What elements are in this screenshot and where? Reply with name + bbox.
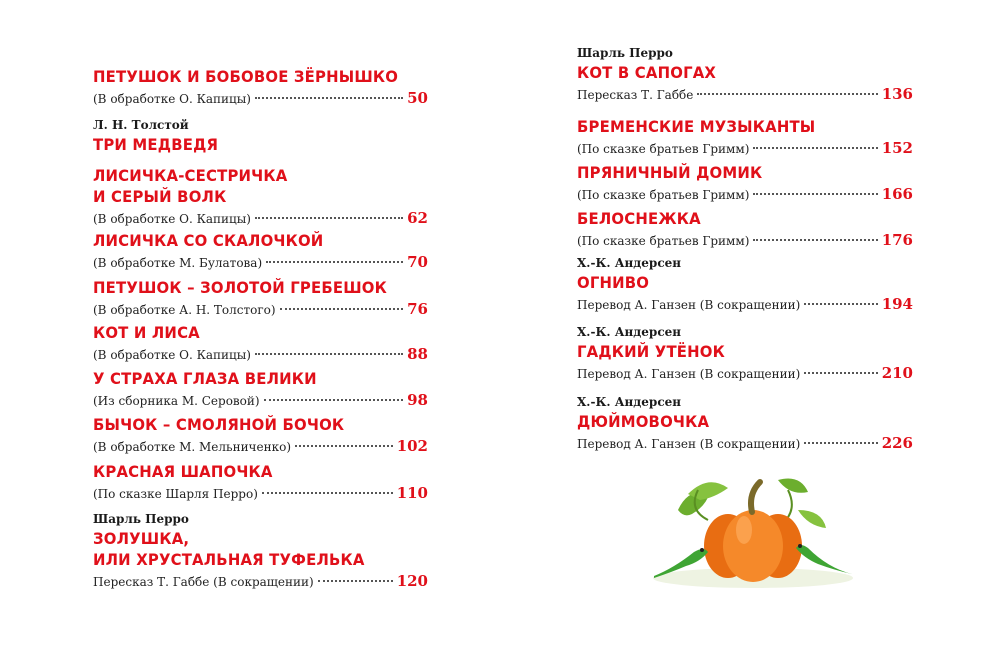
entry-author: Х.-К. Андерсен [577, 256, 682, 270]
entry-title: ПЕТУШОК – ЗОЛОТОЙ ГРЕБЕШОК [93, 278, 387, 297]
entry-source: (В обработке М. Булатова) [93, 256, 263, 270]
entry-source: (Из сборника М. Серовой) [93, 394, 260, 408]
entry-source: Перевод А. Ганзен (В сокращении) [577, 367, 801, 381]
page-number: 102 [396, 437, 428, 455]
page-number: 98 [407, 391, 428, 409]
entry-title: У СТРАХА ГЛАЗА ВЕЛИКИ [93, 369, 317, 388]
toc-entry[interactable] [93, 66, 428, 109]
entry-title: ЗОЛУШКА, [93, 529, 190, 548]
page-number: 120 [396, 572, 428, 590]
toc-entry[interactable] [577, 44, 913, 105]
entry-title: КОТ И ЛИСА [93, 323, 200, 342]
dot-leader [697, 93, 877, 95]
entry-author: Х.-К. Андерсен [577, 395, 682, 409]
pumpkin-with-lizards-icon [648, 470, 858, 590]
entry-source: (По сказке братьев Гримм) [577, 188, 750, 202]
page-number: 176 [881, 231, 913, 249]
entry-source: (В обработке О. Капицы) [93, 212, 251, 226]
entry-source: (По сказке Шарля Перро) [93, 487, 258, 501]
page-number: 88 [407, 345, 428, 363]
toc-entry[interactable] [93, 116, 428, 155]
entry-source: Перевод А. Ганзен (В сокращении) [577, 298, 801, 312]
entry-title: БРЕМЕНСКИЕ МУЗЫКАНТЫ [577, 117, 816, 136]
entry-title: ПРЯНИЧНЫЙ ДОМИК [577, 163, 763, 182]
page-number: 152 [881, 139, 913, 157]
dot-leader [804, 442, 877, 444]
dot-leader [753, 239, 877, 241]
toc-entry[interactable] [93, 322, 428, 365]
toc-entry[interactable] [93, 165, 428, 229]
toc-entry[interactable] [577, 254, 913, 315]
entry-title: ПЕТУШОК И БОБОВОЕ ЗЁРНЫШКО [93, 67, 399, 86]
entry-title: И СЕРЫЙ ВОЛК [93, 187, 227, 206]
entry-author: Х.-К. Андерсен [577, 325, 682, 339]
toc-entry[interactable] [93, 461, 428, 504]
dot-leader [262, 492, 393, 494]
page-number: 76 [407, 300, 428, 318]
toc-entry[interactable] [93, 230, 428, 273]
dot-leader [255, 353, 403, 355]
page-number: 136 [881, 85, 913, 103]
entry-title: ДЮЙМОВОЧКА [577, 412, 710, 431]
entry-title: ГАДКИЙ УТЁНОК [577, 342, 725, 361]
toc-entry[interactable] [93, 414, 428, 457]
entry-title: БЕЛОСНЕЖКА [577, 209, 701, 228]
entry-source: (По сказке братьев Гримм) [577, 234, 750, 248]
page-number: 194 [881, 295, 913, 313]
page-number: 166 [881, 185, 913, 203]
toc-entry[interactable] [93, 277, 428, 320]
toc-entry[interactable] [577, 162, 913, 205]
page-number: 110 [396, 484, 428, 502]
entry-author: Шарль Перро [93, 512, 189, 526]
page-number: 226 [881, 434, 913, 452]
dot-leader [753, 147, 877, 149]
entry-title: БЫЧОК – СМОЛЯНОЙ БОЧОК [93, 415, 345, 434]
dot-leader [266, 261, 403, 263]
dot-leader [280, 308, 404, 310]
entry-author: Л. Н. Толстой [93, 118, 189, 132]
entry-author: Шарль Перро [577, 46, 673, 60]
toc-entry[interactable] [577, 323, 913, 384]
entry-source: (В обработке А. Н. Толстого) [93, 303, 276, 317]
dot-leader [264, 399, 404, 401]
toc-entry[interactable] [577, 116, 913, 159]
page-number: 50 [407, 89, 428, 107]
pumpkin [704, 482, 802, 582]
entry-source: (В обработке О. Капицы) [93, 348, 251, 362]
entry-source: (В обработке О. Капицы) [93, 92, 251, 106]
toc-entry[interactable] [93, 368, 428, 411]
page-number: 62 [407, 209, 428, 227]
toc-entry[interactable] [577, 393, 913, 454]
entry-title: ТРИ МЕДВЕДЯ [93, 135, 219, 154]
dot-leader [753, 193, 877, 195]
entry-title: ИЛИ ХРУСТАЛЬНАЯ ТУФЕЛЬКА [93, 550, 365, 569]
toc-entry[interactable] [577, 208, 913, 251]
entry-source: (По сказке братьев Гримм) [577, 142, 750, 156]
dot-leader [255, 217, 403, 219]
entry-title: КРАСНАЯ ШАПОЧКА [93, 462, 273, 481]
dot-leader [804, 303, 877, 305]
entry-source: Перевод А. Ганзен (В сокращении) [577, 437, 801, 451]
entry-source: (В обработке М. Мельниченко) [93, 440, 291, 454]
entry-title: ЛИСИЧКА СО СКАЛОЧКОЙ [93, 231, 324, 250]
entry-title: ЛИСИЧКА-СЕСТРИЧКА [93, 166, 288, 185]
entry-title: КОТ В САПОГАХ [577, 63, 717, 82]
dot-leader [318, 580, 393, 582]
toc-entry[interactable] [93, 510, 428, 592]
page-number: 70 [407, 253, 428, 271]
entry-source: Пересказ Т. Габбе [577, 88, 694, 102]
dot-leader [804, 372, 877, 374]
entry-source: Пересказ Т. Габбе (В сокращении) [93, 575, 314, 589]
entry-title: ОГНИВО [577, 273, 650, 292]
dot-leader [295, 445, 393, 447]
page-number: 210 [881, 364, 913, 382]
dot-leader [255, 97, 403, 99]
